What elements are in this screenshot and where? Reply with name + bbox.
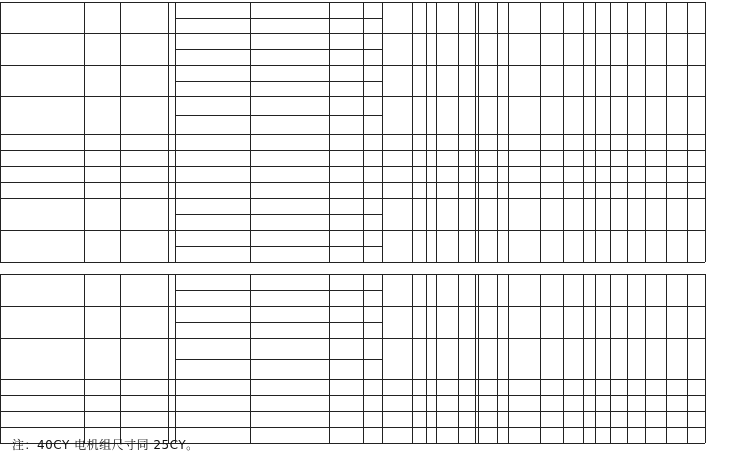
grid-line [0,65,705,66]
grid-line [508,2,509,262]
grid-line [120,274,121,443]
grid-line [0,379,705,380]
grid-line [610,2,611,262]
grid-line [175,49,382,50]
grid-line [120,2,121,262]
grid-line [497,274,498,443]
grid-line [250,274,251,443]
grid-line [508,274,509,443]
grid-line [475,274,476,443]
grid-line [0,230,705,231]
grid-line [645,274,646,443]
grid-line [0,150,705,151]
grid-line [363,2,364,262]
grid-line [583,2,584,262]
grid-line [540,2,541,262]
footnote: 注：40CY 电机组尺寸同 25CY。 [12,438,199,452]
grid-line [412,2,413,262]
grid-line [175,359,382,360]
grid-line [84,2,85,262]
grid-line [705,2,706,262]
grid-line [0,96,705,97]
grid-line [329,2,330,262]
grid-line [645,2,646,262]
grid-line [583,274,584,443]
grid-line [458,274,459,443]
grid-line [478,2,479,262]
grid-line [687,274,688,443]
grid-line [175,2,176,262]
grid-line [0,166,705,167]
grid-line [475,2,476,262]
grid-line [175,322,382,323]
grid-line [250,2,251,262]
grid-line [458,2,459,262]
grid-line [595,274,596,443]
grid-line [610,274,611,443]
grid-line [478,274,479,443]
grid-line [412,274,413,443]
grid-line [168,2,169,262]
grid-line [175,290,382,291]
grid-line [666,274,667,443]
grid-line [497,2,498,262]
grid-line [329,274,330,443]
grid-line [666,2,667,262]
grid-line [0,411,705,412]
grid-line [0,427,705,428]
grid-line [0,274,705,275]
grid-line [382,274,383,443]
grid-line [0,134,705,135]
grid-line [0,262,705,263]
grid-line [540,274,541,443]
grid-line [175,115,382,116]
grid-line [627,274,628,443]
grid-line [426,274,427,443]
grid-line [0,2,705,3]
grid-line [627,2,628,262]
grid-line [687,2,688,262]
grid-line [175,18,382,19]
grid-line [175,274,176,443]
grid-line [0,274,1,443]
grid-line [0,33,705,34]
grid-line [0,338,705,339]
grid-line [0,2,1,262]
grid-line [0,198,705,199]
grid-line [705,274,706,443]
grid-line [0,306,705,307]
grid-line [175,246,382,247]
grid-line [84,274,85,443]
grid-line [436,2,437,262]
grid-line [563,2,564,262]
grid-line [0,395,705,396]
grid-line [0,182,705,183]
grid-line [382,2,383,262]
grid-line [426,2,427,262]
grid-line [363,274,364,443]
grid-line [168,274,169,443]
grid-line [563,274,564,443]
grid-line [436,274,437,443]
grid-line [175,81,382,82]
grid-line [595,2,596,262]
grid-line [175,214,382,215]
